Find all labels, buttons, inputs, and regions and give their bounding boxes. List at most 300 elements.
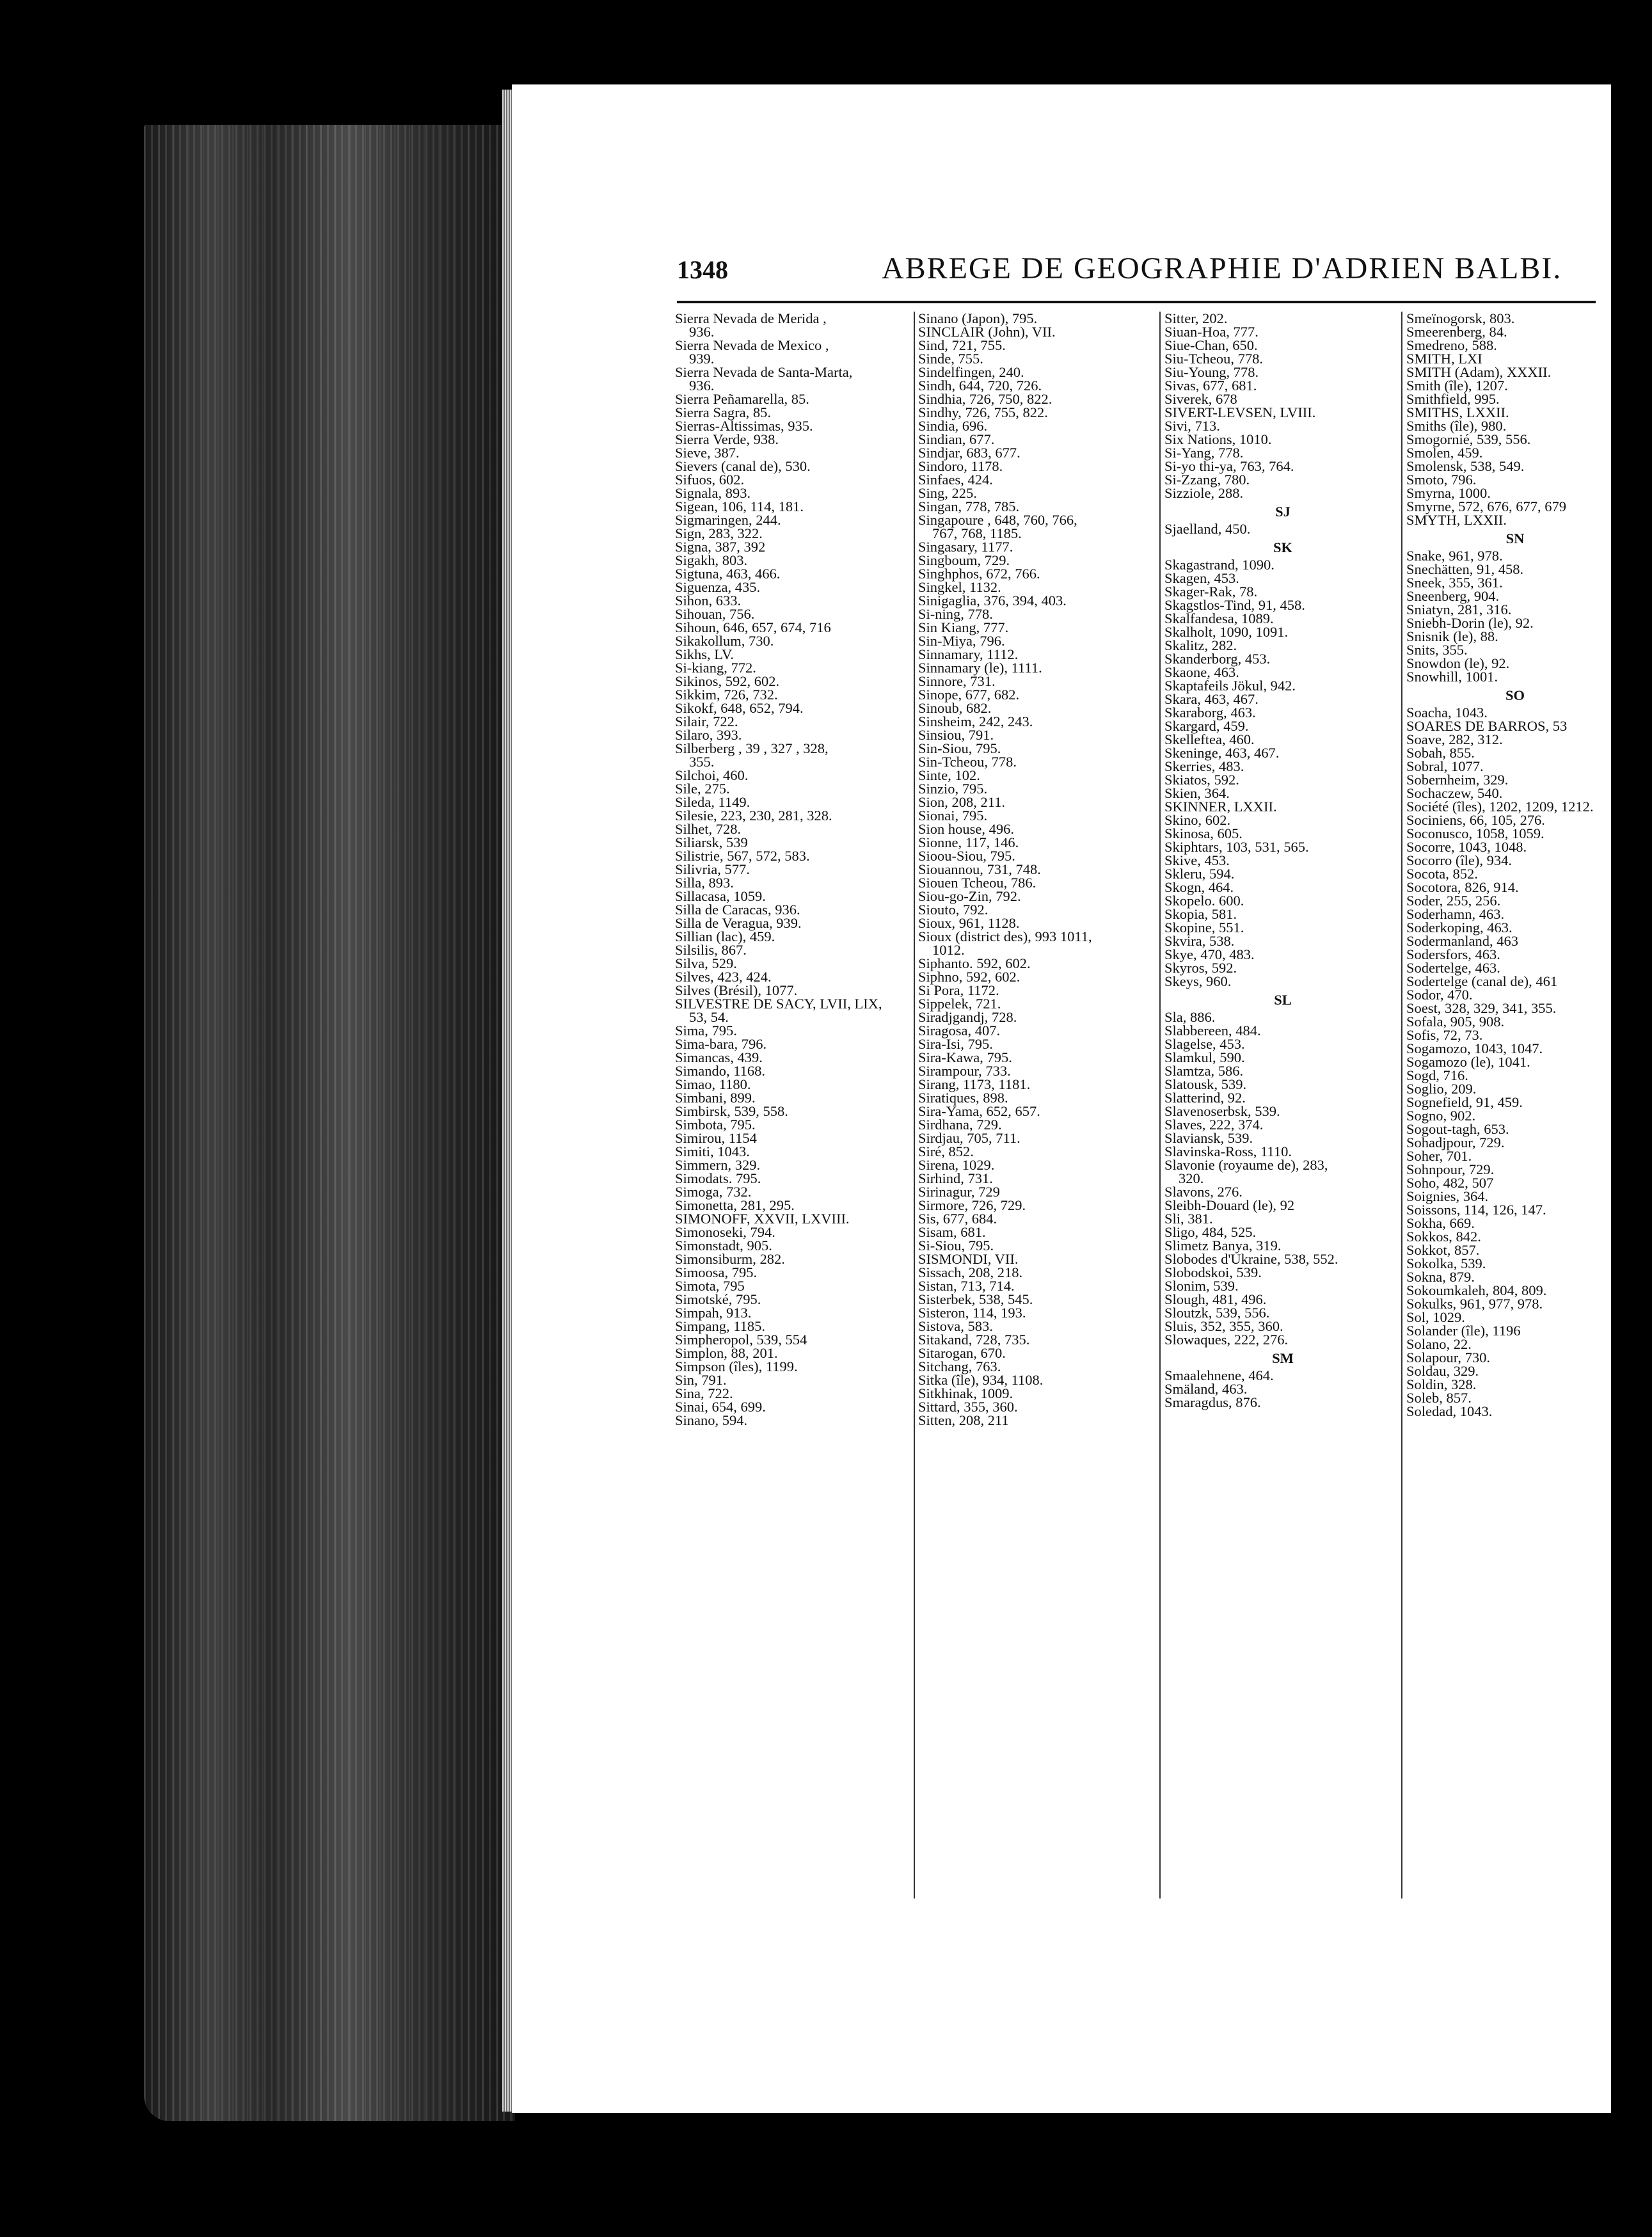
index-entry: Skeninge, 463, 467. [1164,745,1280,761]
index-entry: Sionne, 117, 146. [918,834,1019,850]
index-entry: Slough, 481, 496. [1164,1291,1267,1307]
header-rule [677,301,1596,303]
index-entry: Siue-Chan, 650. [1164,337,1258,353]
index-entry: Simoga, 732. [675,1184,752,1200]
index-entry: SMITH (Adam), XXXII. [1406,364,1552,380]
index-entry: Slamtza, 586. [1164,1063,1244,1079]
index-entry: Skalholt, 1090, 1091. [1164,624,1289,640]
index-entry: Singapoure , 648, 760, 766, [918,512,1077,528]
index-entry: Skopia, 581. [1164,906,1237,922]
index-entry: Siratiques, 898. [918,1090,1008,1106]
index-entry: Si-yo thi-ya, 763, 764. [1164,458,1294,474]
index-entry: Sile, 275. [675,781,730,797]
index-entry: Smeerenberg, 84. [1406,324,1507,340]
index-entry: Sindjar, 683, 677. [918,445,1021,461]
index-entry: Sikokf, 648, 652, 794. [675,700,804,716]
index-entry: Soave, 282, 312. [1406,731,1503,747]
index-entry: Sodersfors, 463. [1406,946,1500,962]
index-entry: Simonsiburm, 282. [675,1251,785,1267]
index-entry: Skyros, 592. [1164,960,1237,976]
index-entry: Skagastrand, 1090. [1164,557,1275,573]
index-entry: Skalitz, 282. [1164,637,1237,653]
index-entry: Sinigaglia, 376, 394, 403. [918,593,1067,609]
index-entry: Siphno, 592, 602. [918,969,1021,985]
index-entry: Smith (île), 1207. [1406,378,1508,394]
index-entry: Sokkos, 842. [1406,1229,1481,1245]
index-entry: Siguenza, 435. [675,579,761,595]
index-entry: Sindia, 696. [918,418,988,434]
index-entry: Simbani, 899. [675,1090,756,1106]
index-entry: Sionai, 795. [918,808,988,824]
index-entry: Singkel, 1132. [918,579,1001,595]
index-entry: Skinosa, 605. [1164,825,1243,841]
index-entry: Slamkul, 590. [1164,1049,1245,1065]
index-entry: Sniatyn, 281, 316. [1406,601,1512,617]
index-entry: Sihon, 633. [675,593,742,609]
index-entry: Sillacasa, 1059. [675,888,766,904]
index-entry: Slobodskoi, 539. [1164,1264,1262,1280]
index-entry: Siré, 852. [918,1143,974,1159]
index-entry: Sievers (canal de), 530. [675,458,811,474]
index-entry: Sokolka, 539. [1406,1255,1486,1271]
index-entry: Sin Kiang, 777. [918,619,1009,635]
index-entry: Simancas, 439. [675,1049,763,1065]
index-entry-continuation: 767, 768, 1185. [932,525,1022,541]
page-number: 1348 [677,255,728,284]
index-entry: Sinnamary (le), 1111. [918,660,1042,676]
index-entry: Sileda, 1149. [675,794,751,810]
index-entry: Simpheropol, 539, 554 [675,1332,807,1348]
column-divider [1401,312,1402,1899]
index-entry: Sinsheim, 242, 243. [918,713,1033,729]
index-entry-continuation: 1012. [932,942,965,958]
index-entry: Soglio, 209. [1406,1081,1477,1097]
column-divider [914,312,915,1899]
index-entry: Sleibh-Douard (le), 92 [1164,1197,1295,1213]
index-entry: Sing, 225. [918,485,977,501]
index-entry: Simonoseki, 794. [675,1224,775,1240]
index-entry: Soderkoping, 463. [1406,919,1513,935]
index-entry: Sokulks, 961, 977, 978. [1406,1296,1543,1312]
letter-heading: SM [1272,1350,1294,1366]
index-entry: SKINNER, LXXII. [1164,799,1277,815]
index-entry: Smolen, 459. [1406,445,1483,461]
index-entry: Slagelse, 453. [1164,1036,1245,1052]
index-entry: SISMONDI, VII. [918,1251,1019,1267]
index-entry: Sirdhana, 729. [918,1117,1002,1133]
index-entry: Slimetz Banya, 319. [1164,1238,1282,1254]
index-entry: Solander (île), 1196 [1406,1323,1521,1339]
index-entry: Sirmore, 726, 729. [918,1197,1026,1213]
index-entry: Sin-Miya, 796. [918,633,1005,649]
index-entry: Sirang, 1173, 1181. [918,1076,1031,1092]
index-entry: Singhphos, 672, 766. [918,566,1040,582]
index-entry: Sioux (district des), 993 1011, [918,928,1092,944]
index-entry-continuation: 936. [689,378,715,394]
index-entry: Six Nations, 1010. [1164,431,1272,447]
index-entry: Sobah, 855. [1406,745,1475,761]
index-entry: Sistova, 583. [918,1318,993,1334]
index-entry: Skeys, 960. [1164,973,1232,989]
index-entry: Smyrne, 572, 676, 677, 679 [1406,498,1566,514]
index-entry: Simpah, 913. [675,1305,752,1321]
index-entry: Sindhia, 726, 750, 822. [918,391,1052,407]
index-entry: Skino, 602. [1164,812,1231,828]
index-entry: Silva, 529. [675,955,737,971]
index-entry: SMYTH, LXXII. [1406,512,1507,528]
index-entry: Skargard, 459. [1164,718,1249,734]
index-entry: Sinfaes, 424. [918,472,993,488]
page-header [677,251,1596,289]
index-entry: Simplon, 88, 201. [675,1345,778,1361]
index-entry: Sigtuna, 463, 466. [675,566,781,582]
index-entry: Skager-Rak, 78. [1164,584,1258,600]
index-entry: Smaalehnene, 464. [1164,1367,1274,1383]
index-entry: Sokoumkaleh, 804, 809. [1406,1282,1547,1298]
index-entry: Sodor, 470. [1406,987,1473,1003]
index-entry: Simbirsk, 539, 558. [675,1103,788,1119]
index-entry: Sinai, 654, 699. [675,1399,766,1415]
index-entry: Skaone, 463. [1164,664,1239,680]
index-entry: Sikakollum, 730. [675,633,774,649]
index-entry: Sitka (île), 934, 1108. [918,1372,1044,1388]
index-entry: Silves (Brésil), 1077. [675,982,798,998]
index-entry: SMITHS, LXXII. [1406,404,1509,420]
index-entry: Snake, 961, 978. [1406,548,1503,564]
index-entry: Sofala, 905, 908. [1406,1014,1505,1030]
index-entry: Singasary, 1177. [918,539,1013,555]
index-column-2 [918,312,1155,1427]
index-entry: Siragosa, 407. [918,1023,1001,1039]
index-entry: Simbota, 795. [675,1117,756,1133]
index-entry: Sluis, 352, 355, 360. [1164,1318,1283,1334]
index-entry: Silair, 722. [675,713,738,729]
index-entry: Sierra Sagra, 85. [675,404,771,420]
index-entry: Simonetta, 281, 295. [675,1197,795,1213]
index-entry: Soledad, 1043. [1406,1403,1493,1419]
index-entry: Sieve, 387. [675,445,740,461]
index-entry: Skanderborg, 453. [1164,651,1271,667]
index-entry: Sobernheim, 329. [1406,772,1509,788]
index-entry: Skaraborg, 463. [1164,705,1256,720]
index-entry: Snits, 355. [1406,642,1468,658]
index-entry: Sinzio, 795. [918,781,988,797]
index-entry: Sierra Nevada de Santa-Marta, [675,364,853,380]
index-entry: Silesie, 223, 230, 281, 328. [675,808,832,824]
running-title: ABREGE DE GEOGRAPHIE D'ADRIEN BALBI. [882,251,1562,285]
index-entry: Simoosa, 795. [675,1264,758,1280]
index-entry: Sli, 381. [1164,1211,1213,1227]
index-entry: Sitarogan, 670. [918,1345,1006,1361]
index-entry: Sirhind, 731. [918,1170,993,1186]
index-entry: Smogornié, 539, 556. [1406,431,1531,447]
index-entry: Silves, 423, 424. [675,969,772,985]
index-entry: Slatterind, 92. [1164,1090,1246,1106]
index-entry: Skive, 453. [1164,852,1230,868]
index-entry: Silberberg , 39 , 327 , 328, [675,740,829,756]
letter-heading: SN [1505,530,1525,546]
index-entry: Sirena, 1029. [918,1157,995,1173]
index-entry: Sognefield, 91, 459. [1406,1094,1523,1110]
index-entry: Sindelfingen, 240. [918,364,1024,380]
index-entry: Sirdjau, 705, 711. [918,1130,1021,1146]
index-entry: Silivria, 577. [675,861,750,877]
index-entry: Silla de Caracas, 936. [675,902,800,918]
index-entry: Sina, 722. [675,1385,733,1401]
index-column-4 [1406,312,1624,1418]
index-entry: Silchoi, 460. [675,767,749,783]
index-entry: Skopelo. 600. [1164,893,1244,909]
index-entry: Sinde, 755. [918,351,983,367]
index-entry: Siouannou, 731, 748. [918,861,1041,877]
index-entry: Soher, 701. [1406,1148,1472,1164]
index-entry: Snowhill, 1001. [1406,669,1498,685]
index-entry: Sla, 886. [1164,1009,1216,1025]
index-entry: Simonstadt, 905. [675,1238,772,1254]
index-entry: Slavons, 276. [1164,1184,1243,1200]
index-entry: Sochaczew, 540. [1406,785,1503,801]
index-entry: Smyrna, 1000. [1406,485,1491,501]
index-entry: Skleru, 594. [1164,866,1235,882]
index-entry: Skalfandesa, 1089. [1164,610,1274,626]
index-entry: SMITH, LXI [1406,351,1482,367]
index-entry: Sitkhinak, 1009. [918,1385,1013,1401]
index-entry: Sistan, 713, 714. [918,1278,1015,1294]
letter-heading: SJ [1275,504,1291,520]
index-entry: Sitter, 202. [1164,310,1228,326]
index-entry: Skaptafeils Jökul, 942. [1164,678,1296,694]
index-entry: Soderhamn, 463. [1406,906,1505,922]
index-entry: Sioux, 961, 1128. [918,915,1020,931]
index-entry: Sindoro, 1178. [918,458,1003,474]
index-entry: Smoto, 796. [1406,472,1477,488]
index-entry: Soldin, 328. [1406,1376,1477,1392]
index-entry: SINCLAIR (John), VII. [918,324,1056,340]
index-entry: Sis, 677, 684. [918,1211,997,1227]
index-entry: Socorre, 1043, 1048. [1406,839,1527,855]
index-entry: Sitten, 208, 211 [918,1412,1009,1428]
index-entry: Sinope, 677, 682. [918,687,1020,703]
index-entry: Sigmaringen, 244. [675,512,781,528]
index-entry: Siouen Tcheou, 786. [918,875,1036,891]
index-entry: Skien, 364. [1164,785,1230,801]
index-entry-continuation: 939. [689,351,715,367]
index-entry: Siouto, 792. [918,902,989,918]
index-entry: Sind, 721, 755. [918,337,1006,353]
index-entry: Siu-Young, 778. [1164,364,1259,380]
index-entry: Slabbereen, 484. [1164,1023,1261,1039]
index-entry: Smiths (île), 980. [1406,418,1507,434]
index-entry: Sissach, 208, 218. [918,1264,1023,1280]
index-entry: Simmern, 329. [675,1157,761,1173]
letter-heading: SO [1505,687,1525,703]
index-entry: Signa, 387, 392 [675,539,766,555]
index-entry: Sinano, 594. [675,1412,748,1428]
index-entry: Snisnik (le), 88. [1406,628,1498,644]
index-entry: Skelleftea, 460. [1164,731,1255,747]
index-entry: Sira-Kawa, 795. [918,1049,1012,1065]
column-divider [1159,312,1161,1899]
index-entry: Soldau, 329. [1406,1363,1479,1379]
index-entry: Sinnamary, 1112. [918,646,1019,662]
index-entry: Sittard, 355, 360. [918,1399,1018,1415]
index-entry: Sin, 791. [675,1372,727,1388]
index-entry: Soleb, 857. [1406,1390,1472,1406]
index-entry: Simando, 1168. [675,1063,766,1079]
index-entry-continuation: 936. [689,324,715,340]
index-entry: Singboum, 729. [918,552,1010,568]
index-entry: Soho, 482, 507 [1406,1175,1494,1191]
index-entry: Sokha, 669. [1406,1215,1475,1231]
index-entry-continuation: 53, 54. [689,1009,729,1025]
index-entry: Skagen, 453. [1164,570,1239,586]
index-entry: Sogout-tagh, 653. [1406,1121,1509,1137]
index-entry: Sinsiou, 791. [918,727,994,743]
index-entry: Soder, 255, 256. [1406,893,1501,909]
index-entry: Skara, 463, 467. [1164,691,1259,707]
index-entry: Simodats. 795. [675,1170,761,1186]
index-entry: Snechätten, 91, 458. [1406,561,1524,577]
index-entry: SILVESTRE DE SACY, LVII, LIX, [675,996,882,1012]
index-entry: Simiti, 1043. [675,1143,750,1159]
index-entry: Slonim, 539. [1164,1278,1239,1294]
index-entry: Sierra Peñamarella, 85. [675,391,809,407]
index-entry: Socotora, 826, 914. [1406,879,1519,895]
index-entry: Sol, 1029. [1406,1309,1465,1325]
index-entry: Sierras-Altissimas, 935. [675,418,813,434]
index-entry: Singan, 778, 785. [918,498,1020,514]
index-entry: Simirou, 1154 [675,1130,757,1146]
index-entry: Sinte, 102. [918,767,980,783]
index-entry: Sisterbek, 538, 545. [918,1291,1033,1307]
index-entry: Siphanto. 592, 602. [918,955,1031,971]
index-entry: Smaragdus, 876. [1164,1394,1261,1410]
index-entry: Skiatos, 592. [1164,772,1239,788]
index-entry: Silistrie, 567, 572, 583. [675,848,810,864]
index-entry: Sloutzk, 539, 556. [1164,1305,1270,1321]
index-entry: Sifuos, 602. [675,472,745,488]
index-entry: Sokna, 879. [1406,1269,1475,1285]
index-entry: Sirampour, 733. [918,1063,1011,1079]
index-entry: Sohadjpour, 729. [1406,1134,1505,1150]
index-entry: Sihoun, 646, 657, 674, 716 [675,619,831,635]
index-entry: Sima-bara, 796. [675,1036,767,1052]
index-entry: Smäland, 463. [1164,1381,1248,1397]
index-entry: Sogno, 902. [1406,1108,1476,1124]
index-entry: Solapour, 730. [1406,1349,1490,1365]
index-entry: Solano, 22. [1406,1336,1472,1352]
index-entry: Soignies, 364. [1406,1188,1489,1204]
index-entry: Siverek, 678 [1164,391,1237,407]
index-entry: Simpson (îles), 1199. [675,1358,798,1374]
index-entry: Sigakh, 803. [675,552,748,568]
index-entry: Simotské, 795. [675,1291,761,1307]
index-entry-continuation: 320. [1179,1170,1204,1186]
index-entry: Smedreno, 588. [1406,337,1497,353]
index-entry: Sillian (lac), 459. [675,928,775,944]
index-entry: Skogn, 464. [1164,879,1234,895]
index-entry: SOARES DE BARROS, 53 [1406,718,1568,734]
index-entry: Sizziole, 288. [1164,485,1244,501]
index-entry: Sokkot, 857. [1406,1242,1480,1258]
index-entry: Siliarsk, 539 [675,834,748,850]
index-entry: Sodertelge (canal de), 461 [1406,973,1558,989]
index-entry: Si-Zzang, 780. [1164,472,1250,488]
index-entry: Silaro, 393. [675,727,742,743]
index-entry: Sindian, 677. [918,431,995,447]
index-entry: Siu-Tcheou, 778. [1164,351,1264,367]
index-entry: Socota, 852. [1406,866,1478,882]
index-entry: Sierra Nevada de Merida , [675,310,827,326]
index-entry: Sogamozo (le), 1041. [1406,1054,1530,1070]
index-entry: Sivi, 713. [1164,418,1220,434]
index-entry: Sneenberg, 904. [1406,588,1500,604]
index-entry: Socorro (île), 934. [1406,852,1512,868]
index-entry: Sin-Tcheou, 778. [918,754,1017,770]
index-entry: Silhet, 728. [675,821,742,837]
index-entry: Sikhs, LV. [675,646,734,662]
index-entry: SIMONOFF, XXVII, LXVIII. [675,1211,850,1227]
index-entry: Slaviansk, 539. [1164,1130,1253,1146]
index-entry: Société (îles), 1202, 1209, 1212. [1406,799,1594,815]
index-entry: Slavonie (royaume de), 283, [1164,1157,1328,1173]
index-entry: Soest, 328, 329, 341, 355. [1406,1000,1557,1016]
index-entry: Soissons, 114, 126, 147. [1406,1202,1546,1218]
index-entry: Sisteron, 114, 193. [918,1305,1026,1321]
index-entry: Siuan-Hoa, 777. [1164,324,1259,340]
index-column-1 [675,312,912,1427]
index-entry: Snowdon (le), 92. [1406,655,1510,671]
index-entry: Slatousk, 539. [1164,1076,1247,1092]
index-entry: Sinoub, 682. [918,700,992,716]
index-entry: Sofis, 72, 73. [1406,1027,1483,1043]
index-entry: Sikinos, 592, 602. [675,673,780,689]
book-page [512,84,1611,2113]
index-entry: Simota, 795 [675,1278,745,1294]
index-entry: Sign, 283, 322. [675,525,763,541]
index-entry: Smolensk, 538, 549. [1406,458,1525,474]
index-entry: Sneek, 355, 361. [1406,575,1503,591]
index-entry: Si-Yang, 778. [1164,445,1244,461]
index-entry: SIVERT-LEVSEN, LVIII. [1164,404,1316,420]
index-entry: Sjaelland, 450. [1164,521,1251,537]
index-entry: Sippelek, 721. [918,996,1001,1012]
index-entry: Sogamozo, 1043, 1047. [1406,1040,1543,1056]
index-entry: Smeïnogorsk, 803. [1406,310,1515,326]
index-entry: Sirinagur, 729 [918,1184,1000,1200]
index-entry: Sikkim, 726, 732. [675,687,778,703]
index-entry: Soacha, 1043. [1406,705,1488,720]
index-entry: Skopine, 551. [1164,919,1244,935]
index-entry: Sisam, 681. [918,1224,986,1240]
index-entry: Sion, 208, 211. [918,794,1006,810]
index-entry: Smithfield, 995. [1406,391,1500,407]
book-edge [144,125,515,2121]
index-entry: Skagstlos-Tind, 91, 458. [1164,597,1305,613]
index-entry: Skerries, 483. [1164,758,1244,774]
index-entry: Skye, 470, 483. [1164,946,1255,962]
index-entry: Sira-Yama, 652, 657. [918,1103,1040,1119]
letter-heading: SL [1274,992,1292,1008]
index-entry: Silla, 893. [675,875,734,891]
index-entry: Sigean, 106, 114, 181. [675,498,804,514]
index-entry: Sihouan, 756. [675,606,755,622]
letter-heading: SK [1273,539,1292,555]
index-entry: Silsilis, 867. [675,942,747,958]
index-entry: Skvira, 538. [1164,933,1235,949]
index-entry: Sinnore, 731. [918,673,996,689]
index-entry: Sin-Siou, 795. [918,740,1001,756]
